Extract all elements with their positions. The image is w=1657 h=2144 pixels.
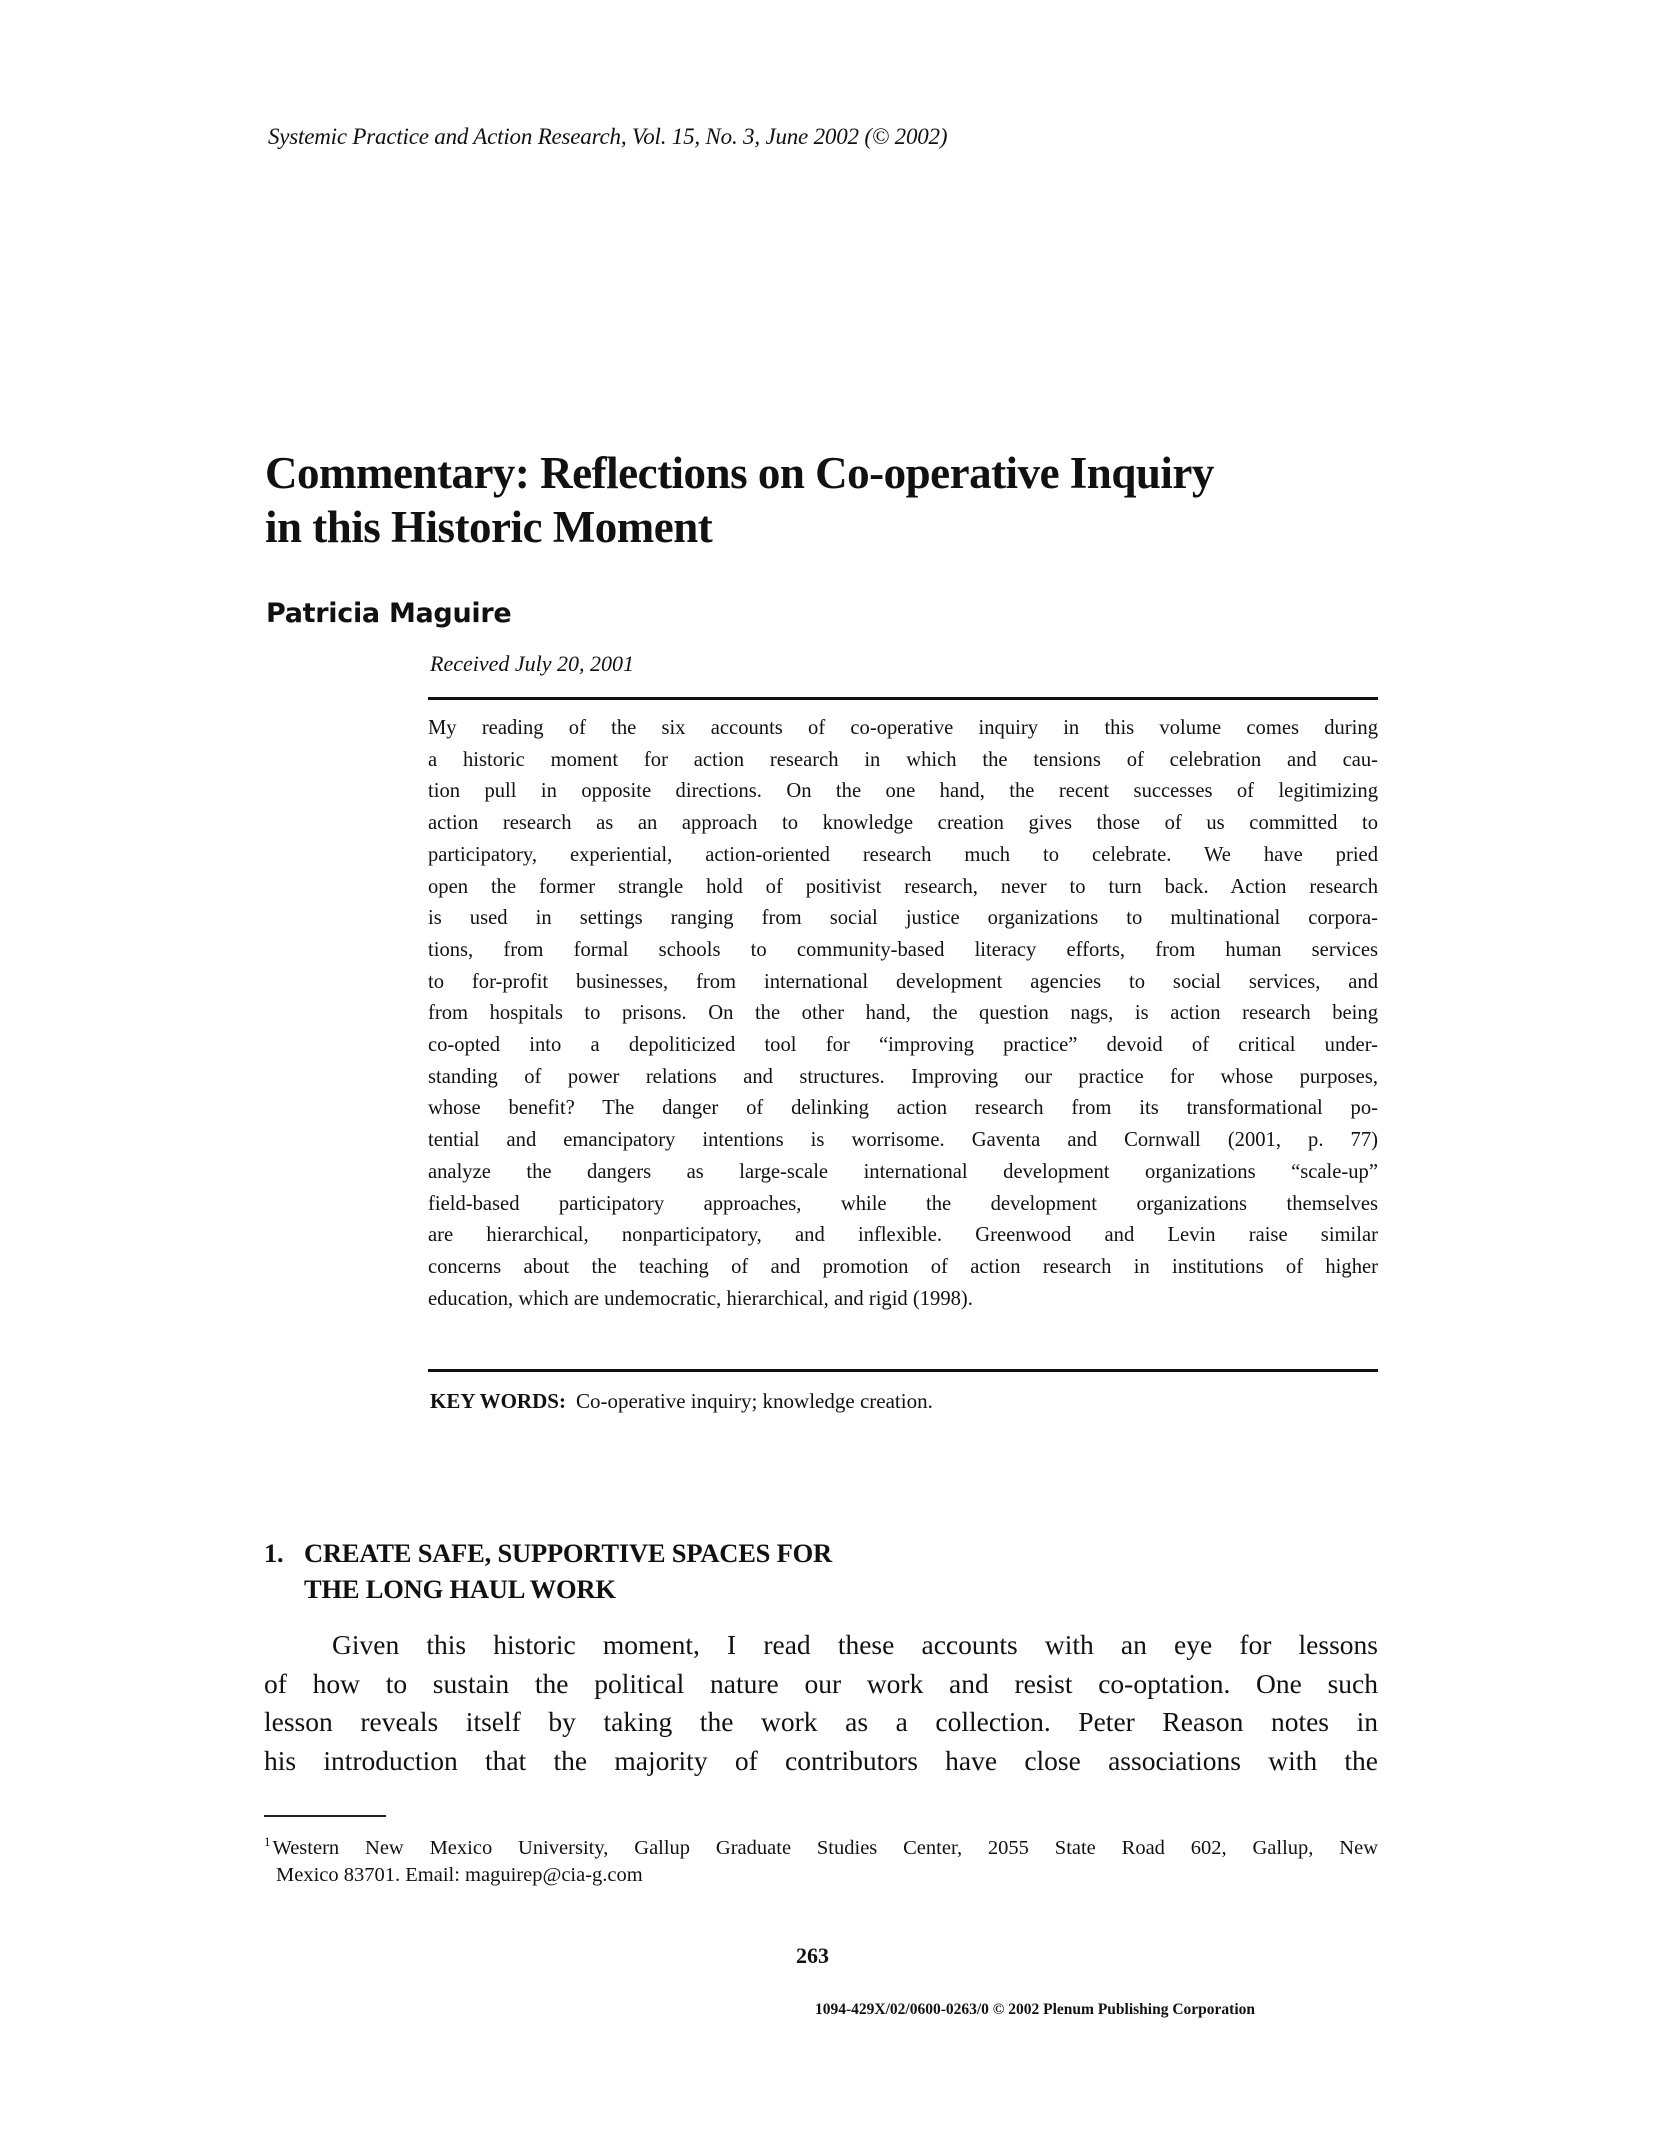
abstract-line: co-opted into a depoliticized tool for “improving practice” devoid of critical under-	[428, 1034, 1378, 1057]
abstract-line: analyze the dangers as large-scale international development organizations “scale-up”	[428, 1160, 1378, 1183]
footnote-line	[264, 1828, 1378, 1862]
abstract-line: from hospitals to prisons. On the other hand, the question nags, is action research being	[428, 1002, 1378, 1025]
received-date: Received July 20, 2001	[430, 651, 635, 676]
title-line: in this Historic Moment	[265, 502, 713, 552]
page-number: 263	[796, 1943, 829, 1968]
footnote-rule	[264, 1815, 386, 1817]
abstract-bottom-rule	[428, 1369, 1378, 1372]
body-line: of how to sustain the political nature our work and resist co-optation. One such	[264, 1667, 1378, 1699]
footnote-marker: 1	[264, 1834, 271, 1849]
abstract-line: education, which are undemocratic, hierarchical, and rigid (1998).	[428, 1287, 973, 1310]
abstract-line: field-based participatory approaches, while the development organizations themselves	[428, 1192, 1378, 1215]
abstract-top-rule	[428, 697, 1378, 700]
abstract-line: is used in settings ranging from social justice organizations to multinational corpora-	[428, 907, 1378, 930]
abstract-line: whose benefit? The danger of delinking action research from its transformational po-	[428, 1097, 1378, 1120]
article-title	[265, 446, 1365, 554]
section-heading	[264, 1535, 832, 1607]
body-line: lesson reveals itself by taking the work as a collection. Peter Reason notes in	[264, 1706, 1378, 1737]
abstract	[428, 713, 1378, 1315]
abstract-line: tion pull in opposite directions. On the one hand, the recent successes of legitimizing	[428, 780, 1378, 803]
abstract-line: open the former strangle hold of positivist research, never to turn back. Action research	[428, 875, 1378, 898]
abstract-line: a historic moment for action research in which the tensions of celebration and cau-	[428, 748, 1378, 771]
abstract-line: standing of power relations and structures. Improving our practice for whose purposes,	[428, 1065, 1378, 1088]
abstract-line: tions, from formal schools to community-based literacy efforts, from human services	[428, 938, 1378, 961]
section-number: 1.	[264, 1538, 284, 1568]
footnote	[264, 1828, 1378, 1889]
body-paragraph	[264, 1626, 1378, 1780]
author-name: Patricia Maguire	[266, 598, 512, 629]
abstract-line: tential and emancipatory intentions is worrisome. Gaventa and Cornwall (2001, p. 77)	[428, 1129, 1378, 1152]
abstract-line: are hierarchical, nonparticipatory, and inflexible. Greenwood and Levin raise similar	[428, 1224, 1378, 1247]
abstract-line: to for-profit businesses, from international development agencies to social services, and	[428, 970, 1378, 993]
section-heading-line: CREATE SAFE, SUPPORTIVE SPACES FOR	[304, 1538, 832, 1568]
section-heading-line: THE LONG HAUL WORK	[304, 1574, 616, 1604]
abstract-line: action research as an approach to knowledge creation gives those of us committed to	[428, 812, 1378, 835]
abstract-line: participatory, experiential, action-oriented research much to celebrate. We have pried	[428, 843, 1378, 866]
abstract-line: My reading of the six accounts of co-operative inquiry in this volume comes during	[428, 717, 1378, 739]
keywords	[430, 1389, 933, 1414]
keywords-label: KEY WORDS:	[430, 1389, 566, 1413]
body-line: Given this historic moment, I read these accounts with an eye for lessons	[332, 1629, 1378, 1660]
title-line: Commentary: Reflections on Co-operative Inquiry	[265, 448, 1214, 498]
footnote-text: Western New Mexico University, Gallup Graduate Studies Center, 2055 State Road 602, Gallup, New	[272, 1837, 1378, 1859]
journal-header: Systemic Practice and Action Research, Vol. 15, No. 3, June 2002 (© 2002)	[268, 124, 948, 149]
copyright-line: 1094-429X/02/0600-0263/0 © 2002 Plenum Publishing Corporation	[815, 2001, 1256, 2018]
keywords-text: Co-operative inquiry; knowledge creation.	[575, 1389, 933, 1413]
abstract-line: concerns about the teaching of and promotion of action research in institutions of higher	[428, 1255, 1378, 1278]
body-line: his introduction that the majority of contributors have close associations with the	[264, 1744, 1378, 1776]
footnote-line: Mexico 83701. Email: maguirep@cia-g.com	[276, 1864, 643, 1886]
